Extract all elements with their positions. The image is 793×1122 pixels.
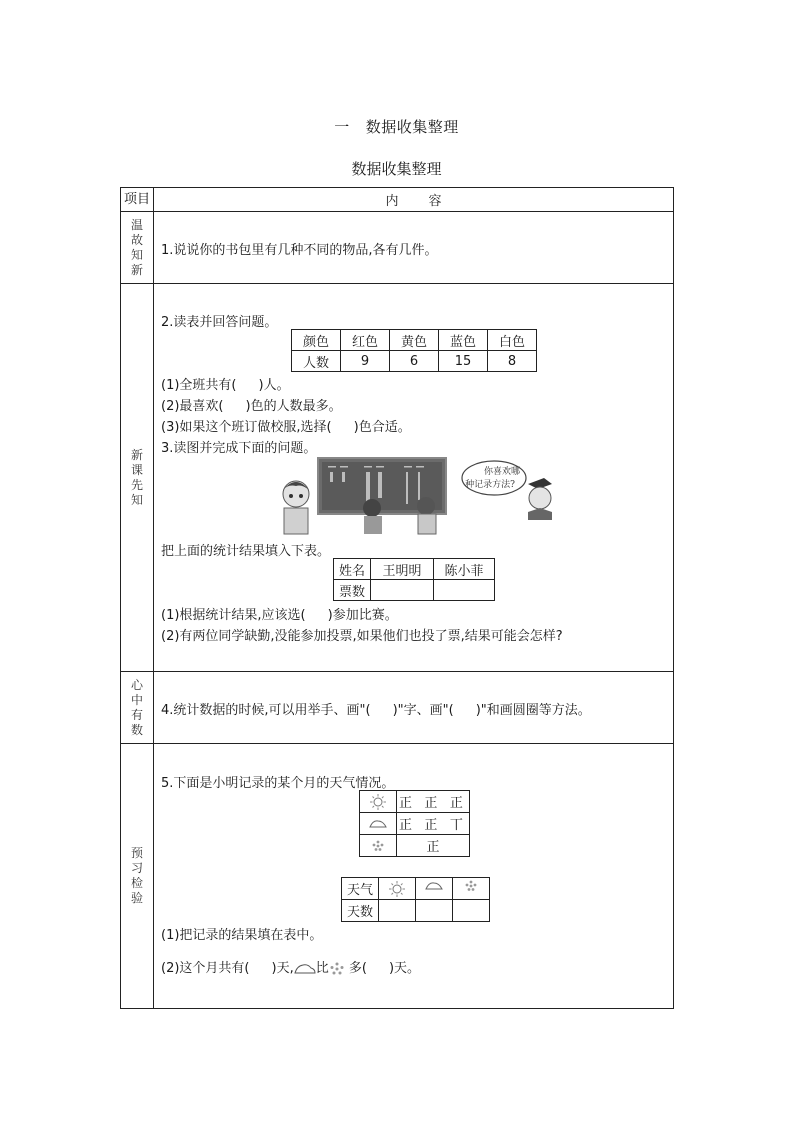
question-2-2: (2)最喜欢( )色的人数最多。 — [161, 399, 342, 414]
section-label-review: 温 故 知 新 — [121, 212, 154, 284]
vote-table: 姓名 王明明 陈小菲 票数 — [333, 558, 495, 601]
section-in-mind — [121, 672, 674, 744]
rain-icon — [329, 962, 345, 976]
cloud-icon — [294, 963, 316, 975]
chapter-title-text: 数据收集整理 — [365, 118, 459, 136]
table-header-row — [121, 188, 674, 212]
classroom-scene-icon — [276, 456, 552, 536]
section-label-in-mind: 心 中 有 数 — [121, 672, 154, 744]
svg-text:你喜欢哪: 你喜欢哪 — [483, 467, 521, 477]
worksheet-table — [120, 187, 674, 1009]
vote-input-wang[interactable] — [371, 580, 434, 601]
header-content-b: 容 — [428, 194, 442, 209]
section-new-lesson — [121, 284, 674, 672]
section-label-preview-check: 预 习 检 验 — [121, 744, 154, 1009]
color-table: 颜色 红色 黄色 蓝色 白色 人数 9 6 15 8 — [291, 329, 537, 372]
rain-icon — [371, 840, 385, 852]
question-2-3: (3)如果这个班订做校服,选择( )色合适。 — [161, 420, 411, 435]
voting-illustration — [276, 456, 552, 536]
question-3-title: 3.读图并完成下面的问题。 — [161, 441, 317, 456]
fill-prompt: 把上面的统计结果填入下表。 — [161, 544, 331, 559]
section-content-new-lesson — [154, 284, 674, 672]
chapter-number: 一 — [334, 118, 350, 136]
svg-text:种记录方法?: 种记录方法? — [465, 480, 515, 490]
section-content-review — [154, 212, 674, 284]
section-content-in-mind — [154, 672, 674, 744]
header-content-a: 内 — [385, 194, 399, 209]
cloud-icon — [425, 880, 443, 892]
header-item: 项目 — [121, 188, 154, 212]
section-label-new-lesson: 新 课 先 知 — [121, 284, 154, 672]
days-input-rainy[interactable] — [453, 900, 490, 922]
question-5-title: 5.下面是小明记录的某个月的天气情况。 — [161, 776, 395, 791]
days-input-cloudy[interactable] — [416, 900, 453, 922]
question-3-1: (1)根据统计结果,应该选( )参加比赛。 — [161, 608, 398, 623]
section-review — [121, 212, 674, 284]
sun-icon — [370, 794, 386, 810]
section-content-preview-check — [154, 744, 674, 1009]
section-preview-check — [121, 744, 674, 1009]
cloud-icon — [369, 818, 387, 830]
question-2-1: (1)全班共有( )人。 — [161, 378, 290, 393]
weather-result-table: 天气 天数 — [341, 877, 490, 922]
question-5-1: (1)把记录的结果填在表中。 — [161, 928, 323, 943]
header-content — [154, 188, 674, 212]
tally-table: 正 正 正 正 正 丅 正 — [359, 790, 470, 857]
sun-icon — [389, 881, 405, 897]
lesson-title: 数据收集整理 — [351, 160, 442, 178]
vote-input-chen[interactable] — [434, 580, 495, 601]
rain-icon — [464, 880, 478, 892]
question-1: 1.说说你的书包里有几种不同的物品,各有几件。 — [161, 243, 438, 258]
question-5-2: (2)这个月共有( )天, 比 多( )天。 — [161, 961, 421, 976]
question-2-title: 2.读表并回答问题。 — [161, 315, 278, 330]
chapter-title — [0, 116, 793, 137]
question-3-2: (2)有两位同学缺勤,没能参加投票,如果他们也投了票,结果可能会怎样? — [161, 629, 563, 644]
days-input-sunny[interactable] — [379, 900, 416, 922]
question-4: 4.统计数据的时候,可以用举手、画"( )"字、画"( )"和画圆圈等方法。 — [161, 703, 591, 718]
